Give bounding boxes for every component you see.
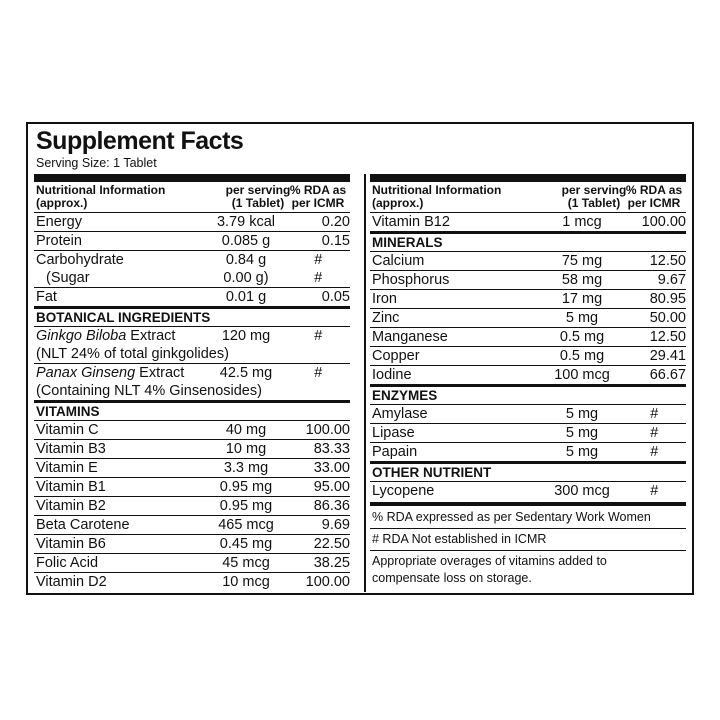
table-row: [370, 405, 686, 424]
nutrient-name: Iron: [372, 291, 397, 307]
header-rda-line1: % RDA as: [289, 183, 347, 197]
nutrient-rda: 33.00: [313, 460, 350, 476]
nutrient-name: Zinc: [372, 310, 400, 326]
nutrient-amount: 10 mcg: [222, 574, 270, 590]
serving-size: Serving Size: 1 Tablet: [36, 156, 157, 170]
header-per-serving-line1: per serving: [225, 183, 291, 197]
nutrient-name: Lycopene: [372, 483, 435, 499]
table-row: [34, 421, 350, 440]
nutrient-amount: 5 mg: [565, 444, 599, 460]
nutrient-amount: 40 mg: [225, 422, 267, 438]
footnote-rda-basis: % RDA expressed as per Sedentary Work Women: [370, 506, 686, 529]
nutrient-amount: 0.01 g: [225, 289, 267, 305]
header-rda: [286, 184, 350, 209]
nutrient-amount: 5 mg: [565, 406, 599, 422]
column-divider: [364, 174, 366, 592]
header-rda: [622, 184, 686, 209]
header-per-serving-line2: (1 Tablet): [567, 195, 621, 210]
section-title-other-nutrient: OTHER NUTRIENT: [370, 464, 686, 482]
nutrient-name-rest: Extract: [126, 328, 176, 344]
table-row: [34, 232, 350, 251]
nutrient-amount: 45 mcg: [222, 555, 270, 571]
nutrient-amount: 0.84 g: [225, 252, 267, 268]
section-title-minerals: MINERALS: [370, 234, 686, 252]
nutrient-name: Vitamin C: [36, 422, 99, 438]
nutrient-amount: 3.3 mg: [223, 460, 269, 476]
table-row: [34, 440, 350, 459]
nutrient-rda: 9.67: [657, 272, 686, 288]
nutrient-rda: #: [649, 425, 659, 441]
nutrient-name: Vitamin B6: [36, 536, 106, 552]
header-nutrition: [36, 184, 165, 209]
nutrient-name: Folic Acid: [36, 555, 99, 571]
table-row: [34, 535, 350, 554]
nutrient-name: Vitamin E: [36, 460, 98, 476]
nutrient-amount: 300 mcg: [554, 483, 610, 499]
nutrient-amount: 5 mg: [565, 310, 599, 326]
nutrient-amount: 0.45 mg: [219, 536, 273, 552]
nutrient-name: Vitamin B12: [372, 214, 450, 230]
nutrient-rda: 12.50: [649, 253, 686, 269]
header-bar: [34, 174, 350, 182]
nutrient-name: (Sugar: [46, 270, 90, 286]
nutrient-rda: 95.00: [313, 479, 350, 495]
nutrient-name: Protein: [36, 233, 82, 249]
header-rda-line2: per ICMR: [627, 195, 681, 210]
nutrient-name: Papain: [372, 444, 418, 460]
nutrient-rda: 80.95: [649, 291, 686, 307]
table-row: [370, 424, 686, 443]
header-nutrition-line1: Nutritional Information: [372, 183, 502, 197]
nutrient-rda: #: [313, 365, 323, 381]
nutrient-amount: 465 mcg: [218, 517, 274, 533]
nutrient-name: Vitamin D2: [36, 574, 107, 590]
table-row: [370, 328, 686, 347]
nutrient-name: Iodine: [372, 367, 412, 383]
nutrient-rda: 9.69: [321, 517, 350, 533]
page-title: Supplement Facts: [36, 127, 244, 155]
nutrient-name: Phosphorus: [372, 272, 450, 288]
nutrient-amount: 17 mg: [561, 291, 603, 307]
header-per-serving-line2: (1 Tablet): [231, 195, 285, 210]
nutrient-rda: 100.00: [641, 214, 686, 230]
nutrient-rda: #: [649, 406, 659, 422]
header-nutrition-line2: (approx.): [36, 195, 88, 210]
table-row: [370, 213, 686, 234]
nutrient-amount: 0.5 mg: [559, 348, 605, 364]
nutrient-rda: #: [313, 270, 323, 286]
nutrient-rda: 0.20: [321, 214, 350, 230]
nutrient-amount: 0.5 mg: [559, 329, 605, 345]
right-column: [370, 174, 686, 587]
table-row: [34, 288, 350, 309]
nutrient-amount: 0.95 mg: [219, 479, 273, 495]
nutrient-amount: 0.95 mg: [219, 498, 273, 514]
header-bar: [370, 174, 686, 182]
nutrient-name: Lipase: [372, 425, 415, 441]
table-row: [34, 269, 350, 288]
nutrient-rda: 66.67: [649, 367, 686, 383]
nutrient-name-italic: Ginkgo Biloba: [36, 328, 127, 344]
nutrient-name: Vitamin B1: [36, 479, 106, 495]
nutrient-name: Manganese: [372, 329, 448, 345]
footnote-overages: [370, 551, 686, 587]
nutrient-note: (NLT 24% of total ginkgolides): [36, 346, 229, 362]
nutrient-rda: 38.25: [313, 555, 350, 571]
table-header: [370, 182, 686, 213]
nutrient-amount: 42.5 mg: [219, 365, 273, 381]
nutrient-name: Calcium: [372, 253, 425, 269]
nutrient-name: Energy: [36, 214, 82, 230]
nutrient-rda: 50.00: [649, 310, 686, 326]
nutrient-rda: #: [649, 444, 659, 460]
nutrient-rda: 86.36: [313, 498, 350, 514]
header-per-serving-line1: per serving: [561, 183, 627, 197]
nutrient-name: [36, 327, 175, 345]
table-row: [370, 482, 686, 506]
nutrient-name: Amylase: [372, 406, 428, 422]
header-rda-line2: per ICMR: [291, 195, 345, 210]
nutrient-amount: 120 mg: [221, 328, 271, 344]
table-row: [34, 478, 350, 497]
nutrient-amount: 0.00 g): [223, 270, 269, 286]
table-row: [370, 366, 686, 387]
table-row: [370, 347, 686, 366]
section-title-botanical: BOTANICAL INGREDIENTS: [34, 309, 350, 327]
nutrient-name-rest: Extract: [135, 365, 185, 381]
table-row: [370, 271, 686, 290]
table-row: [34, 364, 350, 403]
nutrient-name: Beta Carotene: [36, 517, 130, 533]
table-row: [34, 213, 350, 232]
nutrient-amount: 58 mg: [561, 272, 603, 288]
nutrient-name-italic: Panax Ginseng: [36, 365, 136, 381]
nutrient-rda: 29.41: [649, 348, 686, 364]
nutrient-rda: 83.33: [313, 441, 350, 457]
nutrient-rda: 12.50: [649, 329, 686, 345]
nutrient-rda: 0.15: [321, 233, 350, 249]
table-row: [34, 459, 350, 478]
table-row: [370, 309, 686, 328]
header-nutrition-line1: Nutritional Information: [36, 183, 166, 197]
left-column: [34, 174, 350, 591]
nutrient-name: Vitamin B3: [36, 441, 106, 457]
nutrient-rda: 100.00: [305, 574, 350, 590]
nutrient-amount: 10 mg: [225, 441, 267, 457]
table-row: [34, 516, 350, 535]
nutrient-amount: 3.79 kcal: [216, 214, 276, 230]
nutrient-rda: 22.50: [313, 536, 350, 552]
table-row: [34, 573, 350, 591]
table-header: [34, 182, 350, 213]
nutrient-amount: 100 mcg: [554, 367, 610, 383]
nutrient-name: Copper: [372, 348, 420, 364]
nutrient-rda: #: [313, 328, 323, 344]
nutrient-amount: 0.085 g: [221, 233, 271, 249]
nutrient-rda: 0.05: [321, 289, 350, 305]
table-row: [370, 252, 686, 271]
nutrient-rda: #: [313, 252, 323, 268]
nutrient-rda: #: [649, 483, 659, 499]
table-row: [34, 497, 350, 516]
table-row: [34, 554, 350, 573]
table-row: [34, 327, 350, 364]
nutrient-name: Carbohydrate: [36, 252, 124, 268]
nutrient-rda: 100.00: [305, 422, 350, 438]
section-title-enzymes: ENZYMES: [370, 387, 686, 405]
nutrient-note: (Containing NLT 4% Ginsenosides): [36, 383, 262, 399]
footnote-overages-line1: Appropriate overages of vitamins added to: [372, 554, 607, 568]
section-title-vitamins: VITAMINS: [34, 403, 350, 421]
nutrient-amount: 1 mcg: [562, 214, 602, 230]
table-row: [34, 251, 350, 269]
header-nutrition-line2: (approx.): [372, 195, 424, 210]
nutrient-name: [36, 364, 184, 382]
header-rda-line1: % RDA as: [625, 183, 683, 197]
nutrient-amount: 75 mg: [561, 253, 603, 269]
nutrient-name: Fat: [36, 289, 57, 305]
footnote-overages-line2: compensate loss on storage.: [372, 571, 532, 585]
header-nutrition: [372, 184, 501, 209]
nutrient-name: Vitamin B2: [36, 498, 106, 514]
footnote-rda-not-established: # RDA Not established in ICMR: [370, 529, 686, 551]
nutrient-amount: 5 mg: [565, 425, 599, 441]
table-row: [370, 290, 686, 309]
table-row: [370, 443, 686, 464]
